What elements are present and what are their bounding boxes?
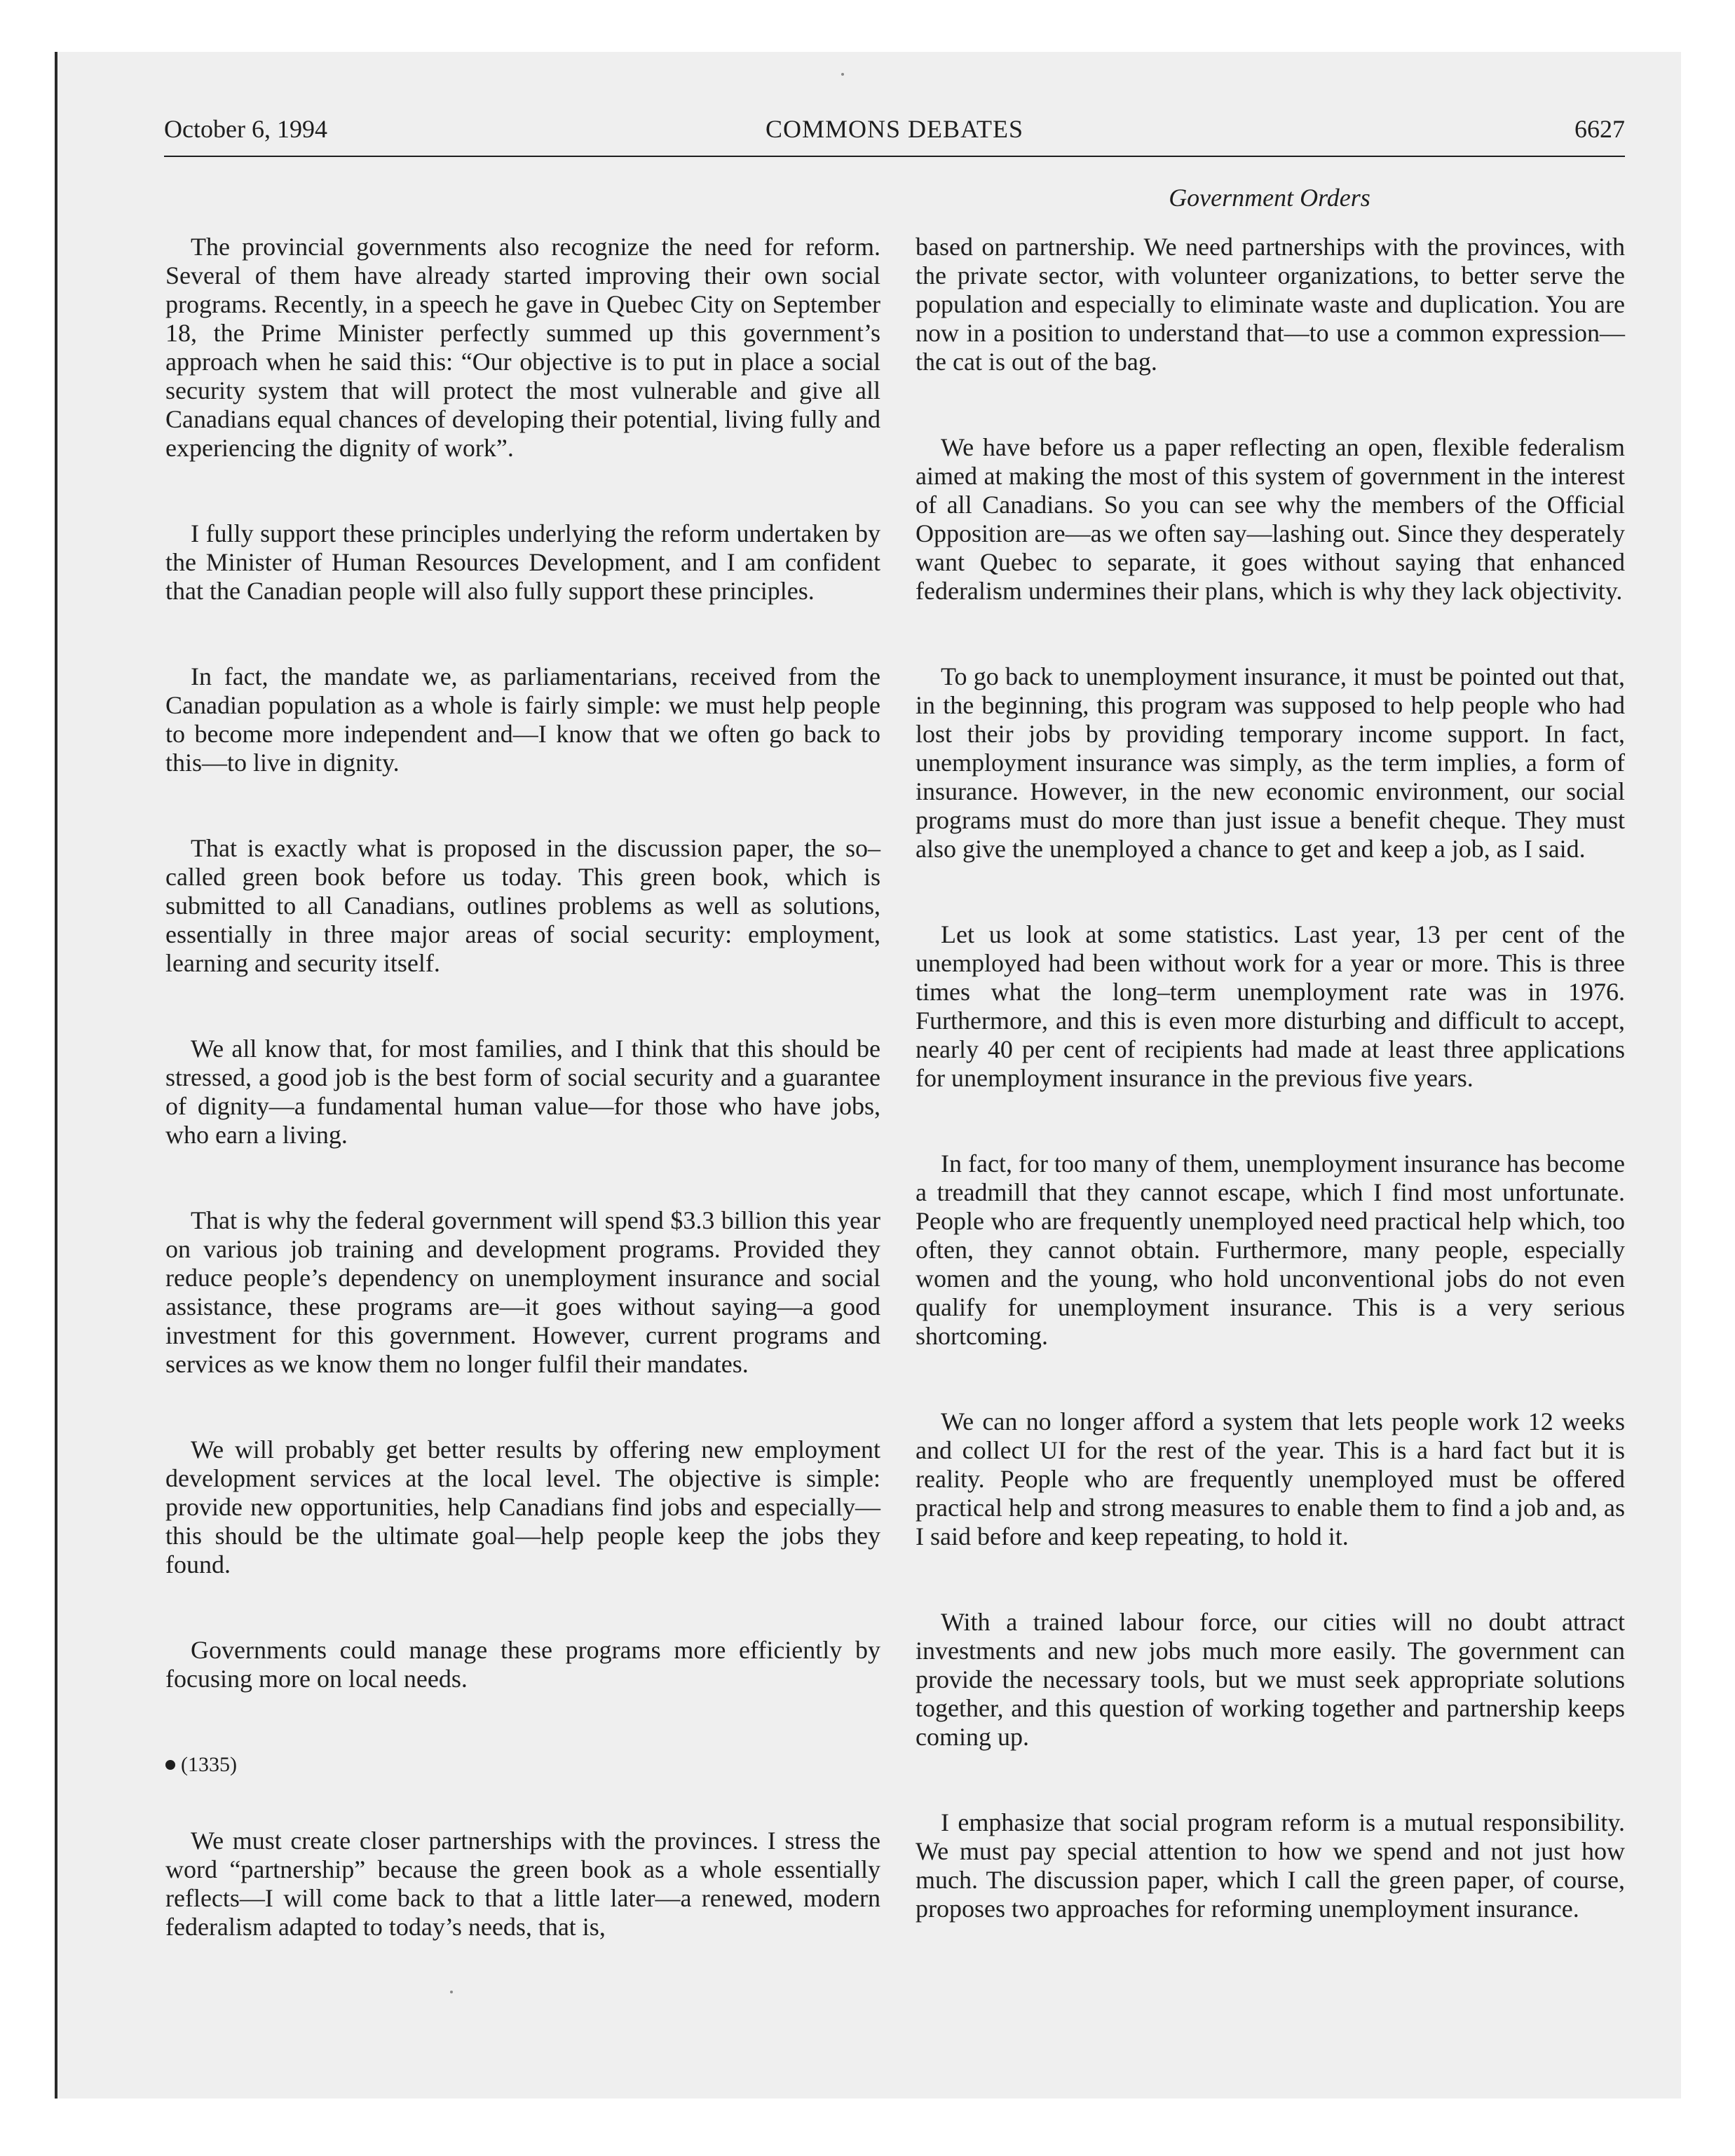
paragraph: With a trained labour force, our cities will no doubt attract investments and new jobs much more easily. The government can provide the necessary tools, but we must seek appropriate solutions together, and this question of working together and partnership keeps coming up. xyxy=(916,1608,1625,1751)
left-column xyxy=(165,233,880,1998)
paragraph: based on partnership. We need partnerships with the provinces, with the private sector, with volunteer organizations, to better serve the population and especially to eliminate waste and duplication. You are now in a position to understand that—to use a common expression—the cat is out of the bag. xyxy=(916,233,1625,376)
right-column xyxy=(916,233,1625,1980)
timestamp-marker xyxy=(165,1750,880,1779)
paragraph: We all know that, for most families, and I think that this should be stressed, a good job is the best form of social security and a guarantee of dignity—a fundamental human value—for those who have jobs, who earn a living. xyxy=(165,1035,880,1149)
bullet-icon xyxy=(165,1760,175,1770)
paragraph: That is why the federal government will spend $3.3 billion this year on various job training and development programs. Provided they reduce people’s dependency on unemployment insurance and social assistance, these programs are—it goes without saying—a good investment for this government. However, current programs and services as we know them no longer fulfil their mandates. xyxy=(165,1206,880,1378)
header-page-number: 6627 xyxy=(1574,115,1625,143)
paragraph: I fully support these principles underlying the reform undertaken by the Minister of Human Resources Development, and I am confident that the Canadian people will also fully support these principles. xyxy=(165,519,880,605)
paragraph: In fact, for too many of them, unemployment insurance has become a treadmill that they cannot escape, which I find most unfortunate. People who are frequently unemployed need practical help which, too often, they cannot obtain. Furthermore, many people, especially women and the young, who hold unconventional jobs do not even qualify for unemployment insurance. This is a very serious shortcoming. xyxy=(916,1149,1625,1350)
scan-speck xyxy=(450,1991,453,1993)
timestamp-text: (1335) xyxy=(181,1753,237,1776)
running-header xyxy=(164,112,1625,157)
paragraph: I emphasize that social program reform is a mutual responsibility. We must pay special attention to how we spend and not just how much. The discussion paper, which I call the green paper, of course, proposes two approaches for reforming unemployment insurance. xyxy=(916,1808,1625,1923)
paragraph: We have before us a paper reflecting an open, flexible federalism aimed at making the most of this system of government in the interest of all Canadians. So you can see why the members of the Official Opposition are—as we often say—lashing out. Since they desperately want Quebec to separate, it goes without saying that enhanced federalism undermines their plans, which is why they lack objectivity. xyxy=(916,433,1625,605)
paragraph: We must create closer partnerships with the provinces. I stress the word “partnership” because the green book as a whole essentially reflects—I will come back to that a little later—a renewed, modern federalism adapted to today’s needs, that is, xyxy=(165,1827,880,1941)
paragraph: To go back to unemployment insurance, it must be pointed out that, in the beginning, this program was supposed to help people who had lost their jobs by providing temporary income support. In fact, unemployment insurance was simply, as the term implies, a form of insurance. However, in the new economic environment, our social programs must do more than just issue a benefit cheque. They must also give the unemployed a chance to get and keep a job, as I said. xyxy=(916,662,1625,863)
paragraph: That is exactly what is proposed in the discussion paper, the so–called green book before us today. This green book, which is submitted to all Canadians, outlines problems as well as solutions, essentially in three major areas of social security: employment, learning and security itself. xyxy=(165,834,880,977)
paragraph: We can no longer afford a system that lets people work 12 weeks and collect UI for the rest of the year. This is a hard fact but it is reality. People who are frequently unemployed must be offered practical help and strong measures to enable them to find a job and, as I said before and keep repeating, to hold it. xyxy=(916,1407,1625,1550)
paragraph: In fact, the mandate we, as parliamentarians, received from the Canadian population as a whole is fairly simple: we must help people to become more independent and—I know that we often go back to this—to live in dignity. xyxy=(165,662,880,777)
header-date: October 6, 1994 xyxy=(164,115,327,143)
header-title: COMMONS DEBATES xyxy=(765,115,1024,143)
paragraph: We will probably get better results by offering new employment development services at the local level. The objective is simple: provide new opportunities, help Canadians find jobs and especially—this should be the ultimate goal—help people keep the jobs they found. xyxy=(165,1435,880,1578)
paragraph: Let us look at some statistics. Last year, 13 per cent of the unemployed had been without work for a year or more. This is three times what the long–term unemployment rate was in 1976. Furthermore, and this is even more disturbing and difficult to accept, nearly 40 per cent of recipients had made at least three applications for unemployment insurance in the previous five years. xyxy=(916,920,1625,1092)
paragraph: The provincial governments also recognize the need for reform. Several of them have already started improving their own social programs. Recently, in a speech he gave in Quebec City on September 18, the Prime Minister perfectly summed up this government’s approach when he said this: “Our objective is to put in place a social security system that will protect the most vulnerable and give all Canadians equal chances of developing their potential, living fully and experiencing the dignity of work”. xyxy=(165,233,880,462)
scan-speck xyxy=(841,73,844,76)
section-header: Government Orders xyxy=(1169,184,1370,212)
paragraph: Governments could manage these programs more efficiently by focusing more on local needs. xyxy=(165,1636,880,1693)
